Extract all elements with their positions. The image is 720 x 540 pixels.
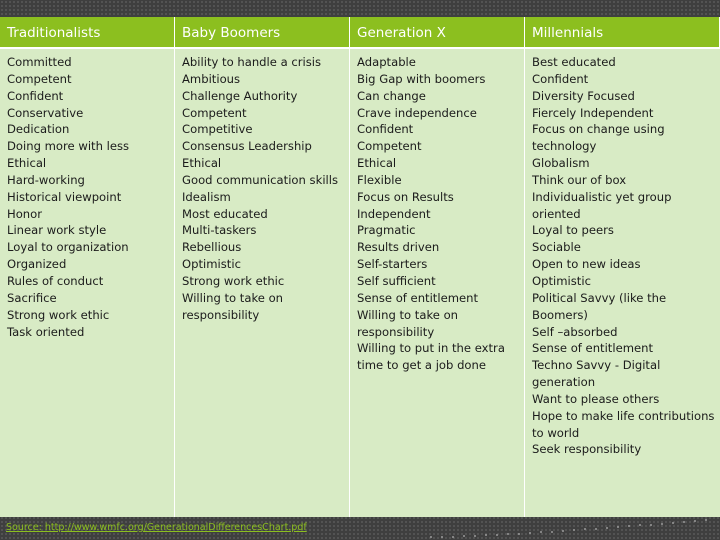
trait-item: Sacrifice: [7, 290, 57, 305]
trait-item: Multi-taskers: [182, 223, 257, 238]
trait-item: Big Gap with boomers: [357, 71, 486, 86]
column-generation-x: [350, 49, 525, 517]
trait-item: Historical viewpoint: [7, 189, 122, 204]
trait-item: Conservative: [7, 105, 84, 120]
dot-mark: [639, 524, 641, 526]
dot-mark: [683, 521, 685, 523]
trait-item: Hope to make life contributions to world: [532, 408, 715, 440]
trait-item: Organized: [7, 257, 67, 272]
dot-mark: [485, 534, 487, 536]
dot-mark: [540, 531, 542, 533]
dot-mark: [452, 536, 454, 538]
column-baby-boomers: [175, 49, 350, 517]
trait-item: Confident: [357, 122, 414, 137]
trait-item: Willing to take on responsibility: [357, 307, 459, 339]
trait-item: Competent: [182, 105, 247, 120]
trait-item: Best educated: [532, 55, 616, 69]
trait-item: Techno Savvy - Digital generation: [532, 358, 661, 390]
trait-item: Adaptable: [357, 55, 416, 69]
trait-item: Globalism: [532, 156, 590, 171]
dot-mark: [496, 534, 498, 536]
dot-mark: [518, 533, 520, 535]
dot-mark: [694, 520, 696, 522]
dot-mark: [474, 535, 476, 537]
trait-item: Ambitious: [182, 71, 241, 86]
trait-item: Competent: [357, 139, 422, 154]
trait-item: Want to please others: [532, 391, 660, 406]
trait-item: Rules of conduct: [7, 273, 104, 288]
trait-item: Confident: [532, 71, 589, 86]
trait-item: Doing more with less: [7, 139, 130, 154]
dot-mark: [595, 528, 597, 530]
trait-item: Loyal to organization: [7, 240, 129, 255]
trait-item: Open to new ideas: [532, 257, 641, 272]
trait-item: Confident: [7, 88, 64, 103]
dot-mark: [705, 519, 707, 521]
source-link[interactable]: Source: http://www.wmfc.org/GenerationalDifferencesChart.pdf: [6, 522, 307, 533]
trait-item: Think our of box: [532, 172, 627, 187]
column-traditionalists: [0, 49, 175, 517]
dot-mark: [507, 533, 509, 535]
trait-item: Good communication skills: [182, 172, 339, 187]
header-generation-x: Generation X: [350, 17, 525, 49]
dot-mark: [463, 535, 465, 537]
trait-item: Honor: [7, 206, 43, 221]
trait-item: Sense of entitlement: [357, 290, 479, 305]
trait-item: Challenge Authority: [182, 88, 298, 103]
trait-item: Self –absorbed: [532, 324, 618, 339]
trait-item: Focus on change using technology: [532, 122, 665, 154]
trait-item: Flexible: [357, 172, 402, 187]
trait-item: Committed: [7, 55, 72, 69]
dot-mark: [551, 531, 553, 533]
trait-item: Diversity Focused: [532, 88, 635, 103]
trait-item: Sociable: [532, 240, 581, 255]
generations-table: [0, 17, 720, 517]
dot-mark: [441, 536, 443, 538]
trait-item: Self-starters: [357, 257, 428, 272]
trait-item: Consensus Leadership: [182, 139, 312, 154]
trait-item: Rebellious: [182, 240, 242, 255]
trait-item: Willing to take on responsibility: [182, 290, 284, 322]
dot-mark: [562, 530, 564, 532]
trait-item: Dedication: [7, 122, 70, 137]
column-millennials: [525, 49, 720, 517]
trait-item: Ability to handle a crisis: [182, 55, 322, 69]
trait-item: Focus on Results: [357, 189, 454, 204]
dot-mark: [628, 525, 630, 527]
dot-mark: [617, 526, 619, 528]
trait-item: Strong work ethic: [7, 307, 110, 322]
trait-item: Crave independence: [357, 105, 477, 120]
trait-item: Sense of entitlement: [532, 341, 654, 356]
dot-mark: [661, 523, 663, 525]
trait-item: Most educated: [182, 206, 268, 221]
trait-item: Competent: [7, 71, 72, 86]
trait-item: Seek responsibility: [532, 442, 642, 457]
trait-item: Optimistic: [182, 257, 241, 272]
dot-mark: [672, 522, 674, 524]
trait-item: Ethical: [182, 156, 222, 171]
trait-item: Results driven: [357, 240, 440, 255]
trait-item: Ethical: [357, 156, 397, 171]
dot-mark: [584, 528, 586, 530]
trait-item: Linear work style: [7, 223, 107, 238]
trait-item: Independent: [357, 206, 431, 221]
header-baby-boomers: Baby Boomers: [175, 17, 350, 49]
trait-item: Task oriented: [7, 324, 85, 339]
trait-item: Willing to put in the extra time to get a job done: [357, 341, 505, 373]
trait-item: Ethical: [7, 156, 47, 171]
trait-item: Political Savvy (like the Boomers): [532, 290, 667, 322]
trait-item: Strong work ethic: [182, 273, 285, 288]
trait-item: Idealism: [182, 189, 231, 204]
dot-mark: [529, 532, 531, 534]
trait-item: Loyal to peers: [532, 223, 614, 238]
header-millennials: Millennials: [525, 17, 720, 49]
dot-mark: [573, 529, 575, 531]
trait-item: Competitive: [182, 122, 253, 137]
dot-mark: [430, 536, 432, 538]
trait-item: Individualistic yet group oriented: [532, 189, 672, 221]
trait-item: Self sufficient: [357, 273, 436, 288]
trait-item: Hard-working: [7, 172, 85, 187]
trait-item: Optimistic: [532, 273, 591, 288]
header-traditionalists: Traditionalists: [0, 17, 175, 49]
trait-item: Pragmatic: [357, 223, 416, 238]
trait-item: Can change: [357, 88, 426, 103]
dot-mark: [650, 524, 652, 526]
dot-mark: [606, 527, 608, 529]
trait-item: Fiercely Independent: [532, 105, 654, 120]
